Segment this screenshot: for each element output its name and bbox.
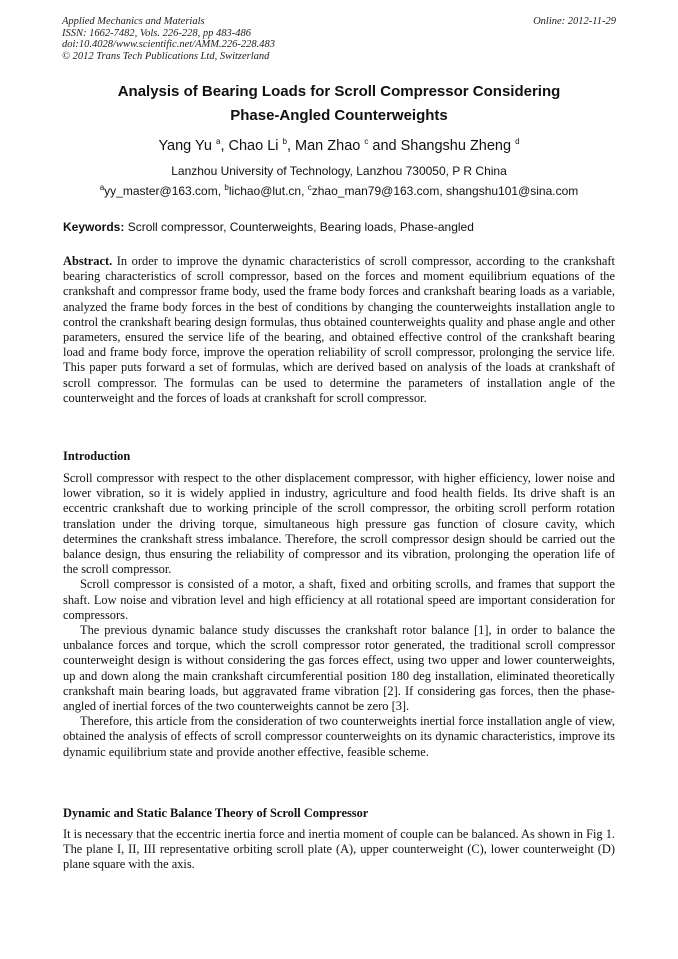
author-marker: c — [364, 137, 369, 147]
introduction-heading: Introduction — [63, 449, 131, 463]
paragraph: Therefore, this article from the consideration of two counterweights inertial force installation angle of view, obtained the analysis of effects of scroll compressor counterweights on its dynamic characteristics, improve its dynamic equilibrium state and provide another effective, feasible scheme. — [63, 714, 615, 759]
doi-line: doi:10.4028/www.scientific.net/AMM.226-228.483 — [62, 39, 275, 50]
issn-line: ISSN: 1662-7482, Vols. 226-228, pp 483-486 — [62, 27, 251, 39]
paragraph: The previous dynamic balance study discusses the crankshaft rotor balance [1], in order to balance the unbalance forces and torque, which the scroll compressor rotor generated, the traditional scroll compressor counterweight design is without considering the gas forces effect, using two upper and lower counterweights, up and down along the main crankshaft circumferential position 180 deg installation, eliminated theoretically crankshaft main bearing loads, but aggravated frame vibration [2]. If considering gas forces, then the phase-angled of inertial forces of the two counterweights cannot be zero [3]. — [63, 623, 615, 714]
paragraph: Scroll compressor is consisted of a motor, a shaft, fixed and orbiting scrolls, and frames that support the shaft. Low noise and vibration level and high efficiency at all rotational speed are important consideration for compressors. — [63, 577, 615, 622]
author-list: Yang Yu $^a$, Chao Li $^b$, Man Zhao $^c$ and Shangshu Zheng $^d$ — [158, 137, 520, 154]
paragraph: Scroll compressor with respect to the other displacement compressor, with higher efficiency, lower noise and lower vibration, so it is widely applied in industry, agriculture and food health fields. Its drive shaft is an eccentric crankshaft due to working principle of the scroll compressor, the orbiting scroll perform rotation translation under the driving torque, simultaneous high pressure gas function of closure cavity, which determines the crankshaft stress imbalance. Therefore, the scroll compressor design should be carried out the balance design, thus ensuring the reliability of compressor and its vibration, prolonging the operation life of the scroll compressor. — [63, 471, 615, 577]
abstract-text: In order to improve the dynamic characteristics of scroll compressor, according to the crankshaft bearing characteristics of scroll compressor, based on the forces and moment equilibrium equations of the crankshaft and compressor frame body, used the frame body forces and crankshaft bearing loads as a variable, analyzed the frame body forces in the best of conditions by changing the counterweights installation angle to control the crankshaft bearing design formulas, thus obtained counterweights quality and phase angle and other parameters, ensured the service life of the bearing, and obtained effective control of the crankshaft bearing load and frame body force, improve the operation reliability of scroll compressor, prolonging the service life. This paper puts forward a set of formulas, which are derived based on analysis of the loads at crankshaft of scroll compressor. The formulas can be used to determine the parameters of installation angle of the counterweight and the forces of loads at crankshaft for scroll compressor. — [63, 254, 615, 405]
author-name: Yang Yu — [158, 138, 212, 154]
keywords-text: Scroll compressor, Counterweights, Bearing loads, Phase-angled — [127, 220, 474, 234]
author-name: Shangshu Zheng — [400, 138, 512, 154]
email-marker: b — [224, 183, 229, 192]
keywords-label: Keywords: — [63, 220, 125, 234]
author-marker: a — [215, 137, 221, 147]
author-marker: b — [282, 137, 287, 147]
affiliation: Lanzhou University of Technology, Lanzhou 730050, P R China — [171, 164, 507, 178]
journal-header — [62, 16, 616, 62]
journal-name: Applied Mechanics and Materials — [62, 16, 205, 27]
email-marker: a — [99, 183, 105, 192]
keywords — [63, 219, 615, 235]
paragraph: It is necessary that the eccentric inertia force and inertia moment of couple can be balanced. As shown in Fig 1. The plane I, II, III representative orbiting scroll plate (A), upper counterweight (C), lower counterweight (D) plane square with the axis. — [63, 827, 615, 872]
online-date: Online: 2012-11-29 — [533, 16, 616, 27]
email-link[interactable]: zhao_man79@163.com — [311, 184, 440, 198]
author-marker: d — [515, 137, 520, 147]
email-link[interactable]: yy_master@163.com — [104, 184, 218, 198]
email-list: $^a$yy_master@163.com, $^b$lichao@lut.cn, $^c$zhao_man79@163.com, shangshu101@sina.com — [99, 183, 579, 198]
author-name: Chao Li — [228, 138, 279, 154]
abstract — [63, 254, 615, 406]
email-link[interactable]: shangshu101@sina.com — [446, 184, 579, 198]
copyright-line: © 2012 Trans Tech Publications Ltd, Switzerland — [62, 50, 270, 62]
email-marker: c — [307, 183, 312, 192]
title-line-2: Phase-Angled Counterweights — [230, 107, 448, 124]
author-name: Man Zhao — [295, 138, 361, 154]
abstract-label: Abstract. — [63, 254, 113, 268]
section-heading: Dynamic and Static Balance Theory of Scroll Compressor — [63, 806, 369, 820]
email-link[interactable]: lichao@lut.cn — [228, 184, 302, 198]
title-line-1: Analysis of Bearing Loads for Scroll Compressor Considering — [117, 83, 561, 100]
introduction-body — [63, 471, 615, 760]
paper-title — [60, 80, 618, 128]
